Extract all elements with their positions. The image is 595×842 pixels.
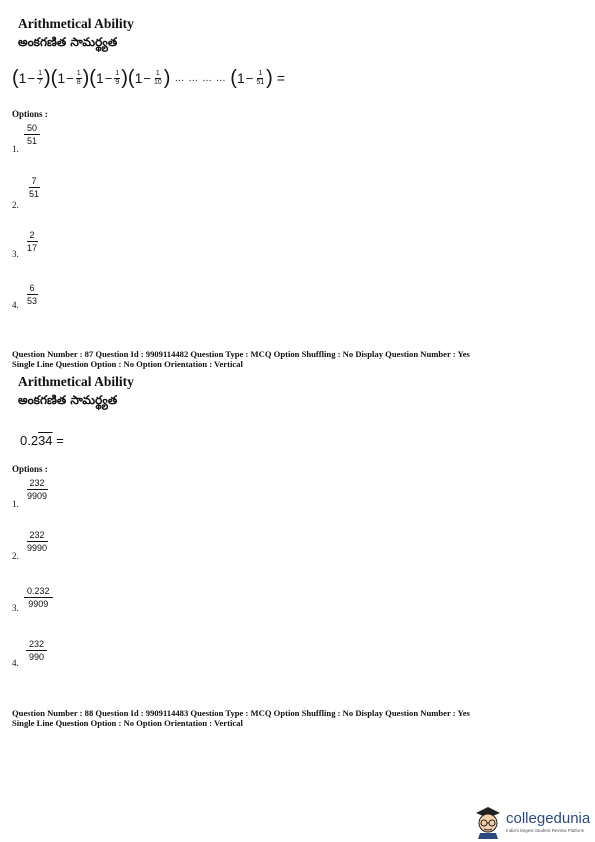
- options-label: Options :: [12, 109, 48, 119]
- subject-heading-telugu: అంకగణిత సామర్థ్యత: [18, 393, 118, 407]
- option-fraction: $\frac{50}{51}$: [24, 123, 40, 146]
- option-number: 2.: [12, 200, 19, 210]
- fraction: $\frac{1}{9}$: [115, 69, 120, 86]
- option-fraction: $\frac{2}{17}$: [27, 230, 38, 253]
- subject-heading: Arithmetical Ability: [18, 16, 134, 31]
- logo-tagline: India's largest Student Review Platform: [506, 827, 585, 833]
- question-expression: 0.234 =: [20, 433, 64, 448]
- option-fraction: $\frac{232}{9990}$: [27, 530, 48, 553]
- option-number: 1.: [12, 144, 19, 154]
- logo-wordmark: collegedunia: [506, 809, 591, 827]
- option-number: 1.: [12, 499, 19, 509]
- subject-heading: Arithmetical Ability: [18, 374, 134, 389]
- option-number: 3.: [12, 249, 19, 259]
- option-fraction: $\frac{0.232}{9909}$: [24, 586, 53, 609]
- option-number: 4.: [12, 300, 19, 310]
- subject-heading-telugu: అంకగణిత సామర్థ్యత: [18, 35, 118, 49]
- option-fraction: $\frac{7}{51}$: [29, 176, 40, 199]
- option-fraction: $\frac{232}{9909}$: [27, 478, 48, 501]
- question-meta: Question Number : 88 Question Id : 9909114483 Question Type : MCQ Option Shuffling : No Display Question Number : Yes Single Line Question Option : No Option Orientation : Vertical: [12, 708, 470, 728]
- options-label: Options :: [12, 464, 48, 474]
- collegedunia-logo: [472, 803, 595, 839]
- fraction: $\frac{1}{51}$: [256, 69, 265, 86]
- repeating-digits: 34: [38, 433, 53, 448]
- fraction: $\frac{1}{10}$: [153, 69, 162, 86]
- option-fraction: $\frac{6}{53}$: [27, 283, 38, 306]
- option-number: 4.: [12, 658, 19, 668]
- question-expression: ( 1 − $\frac{1}{7}$ ) ( 1 − $\frac{1}{8}$ ) ( 1 − $\frac{1}{9}$ ) ( 1 − $\frac{1}{10}$ ) … … … … ( 1 − $\frac{1}{51}$ ) =: [12, 67, 286, 89]
- mascot-icon: [472, 803, 504, 839]
- option-fraction: $\frac{232}{990}$: [26, 639, 47, 662]
- option-number: 3.: [12, 603, 19, 613]
- fraction: $\frac{1}{8}$: [76, 69, 81, 86]
- option-number: 2.: [12, 551, 19, 561]
- question-meta: Question Number : 87 Question Id : 9909114482 Question Type : MCQ Option Shuffling : No Display Question Number : Yes Single Line Question Option : No Option Orientation : Vertical: [12, 349, 470, 369]
- ellipsis: … … … …: [174, 72, 227, 84]
- fraction: $\frac{1}{7}$: [38, 69, 42, 86]
